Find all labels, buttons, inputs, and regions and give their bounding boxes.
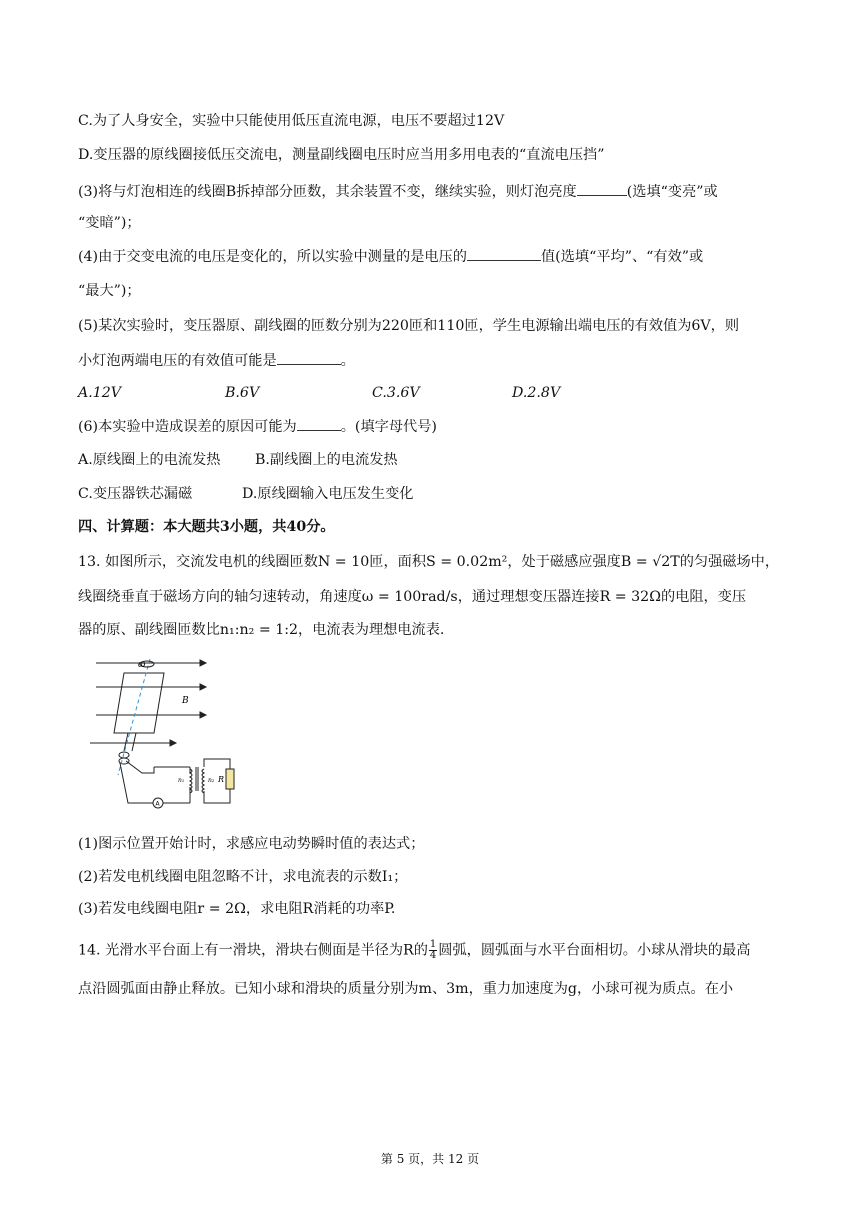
quarter-fraction bbox=[429, 940, 437, 961]
question-13-line-3: 器的原、副线圈匝数比n₁:n₂ = 1:2，电流表为理想电流表. bbox=[78, 622, 445, 638]
n2-label: n₂ bbox=[208, 777, 215, 784]
q6-option-b: B.副线圈上的电流发热 bbox=[255, 452, 398, 468]
q6-option-d: D.原线圈输入电压发生变化 bbox=[242, 486, 414, 502]
q3-text: (3)将与灯泡相连的线圈B拆掉部分匝数，其余装置不变，继续实验，则灯泡亮度 bbox=[78, 184, 577, 200]
resistor-label: R bbox=[218, 775, 225, 784]
question-13-part-2: (2)若发电机线圈电阻忽略不计，求电流表的示数I₁； bbox=[78, 869, 408, 885]
q6-option-c: C.变压器铁芯漏磁 bbox=[78, 486, 193, 502]
field-b-label: B bbox=[182, 696, 189, 706]
q14-text-pre: 14. 光滑水平台面上有一滑块，滑块右侧面是半径为R的 bbox=[78, 942, 428, 959]
question-4-line-1 bbox=[78, 246, 703, 267]
ammeter-label: A bbox=[155, 800, 160, 808]
question-6-line bbox=[78, 416, 437, 437]
coil-loop bbox=[114, 673, 164, 733]
q5-text: 小灯泡两端电压的有效值可能是 bbox=[78, 353, 277, 369]
q4-answer-blank[interactable] bbox=[467, 246, 541, 261]
q3-hint: (选填“变亮”或 bbox=[626, 184, 718, 200]
q5-option-c: C.3.6V bbox=[372, 385, 420, 401]
q5-option-a: A.12V bbox=[78, 385, 122, 401]
secondary-wire-top bbox=[204, 759, 230, 769]
resistor-r bbox=[226, 769, 234, 789]
question-13-line-1: 13. 如图所示，交流发电机的线圈匝数N = 10匝，面积S = 0.02m²，处于磁感应强度B = √2T的匀强磁场中， bbox=[78, 554, 780, 570]
question-5-line-1: (5)某次实验时，变压器原、副线圈的匝数分别为220匝和110匝，学生电源输出端电压的有效值为6V，则 bbox=[78, 318, 740, 334]
q5-answer-blank[interactable] bbox=[277, 350, 341, 365]
q6-hint: 。(填字母代号) bbox=[340, 419, 437, 435]
q5-option-b: B.6V bbox=[225, 385, 260, 401]
field-arrow-2 bbox=[200, 684, 206, 690]
question-14-line-1 bbox=[78, 940, 750, 961]
question-4-line-2: “最大”)； bbox=[78, 283, 141, 299]
q14-text-post: 圆弧，圆弧面与水平台面相切。小球从滑块的最高 bbox=[438, 942, 751, 959]
question-3-line-2: “变暗”)； bbox=[78, 215, 141, 231]
q5-option-d: D.2.8V bbox=[512, 385, 561, 401]
q4-hint: 值(选填“平均”、“有效”或 bbox=[540, 249, 704, 265]
field-arrow-3 bbox=[200, 712, 206, 718]
q3-answer-blank[interactable] bbox=[577, 181, 627, 196]
field-arrow-4 bbox=[170, 740, 176, 746]
wire-top bbox=[126, 761, 154, 773]
question-13-part-1: (1)图示位置开始计时，求感应电动势瞬时值的表达式； bbox=[78, 836, 425, 852]
fraction-numerator: 1 bbox=[429, 939, 437, 950]
generator-circuit-figure bbox=[78, 655, 248, 820]
option-d-line: D.变压器的原线圈接低压交流电，测量副线圈电压时应当用多用电表的“直流电压挡” bbox=[78, 147, 605, 163]
question-5-line-2 bbox=[78, 350, 355, 371]
primary-coil bbox=[190, 769, 192, 793]
n1-label: n₁ bbox=[178, 777, 185, 784]
lead-right bbox=[132, 733, 136, 751]
page-footer: 第 5 页，共 12 页 bbox=[380, 1152, 480, 1166]
option-c-line: C.为了人身安全，实验中只能使用低压直流电源，电压不要超过12V bbox=[78, 113, 505, 129]
q6-answer-blank[interactable] bbox=[297, 416, 341, 431]
section-4-heading: 四、计算题：本大题共3小题，共40分。 bbox=[78, 519, 335, 535]
omega-label: ω bbox=[138, 660, 146, 670]
q6-text: (6)本实验中造成误差的原因可能为 bbox=[78, 419, 297, 435]
q6-option-a: A.原线圈上的电流发热 bbox=[78, 452, 221, 468]
question-13-part-3: (3)若发电线圈电阻r = 2Ω，求电阻R消耗的功率P. bbox=[78, 901, 396, 917]
fraction-denominator: 4 bbox=[429, 950, 437, 961]
question-14-line-2: 点沿圆弧面由静止释放。已知小球和滑块的质量分别为m、3m，重力加速度为g，小球可视为质点。在小 bbox=[78, 981, 734, 997]
question-13-line-2: 线圈绕垂直于磁场方向的轴匀速转动，角速度ω = 100rad/s，通过理想变压器连接R = 32Ω的电阻，变压 bbox=[78, 589, 747, 605]
q4-text: (4)由于交变电流的电压是变化的，所以实验中测量的是电压的 bbox=[78, 249, 467, 265]
secondary-coil bbox=[202, 769, 204, 793]
question-3-line-1 bbox=[78, 181, 718, 202]
field-arrow-1 bbox=[200, 660, 206, 666]
q5-end: 。 bbox=[340, 353, 355, 369]
secondary-wire-bottom bbox=[204, 789, 230, 803]
